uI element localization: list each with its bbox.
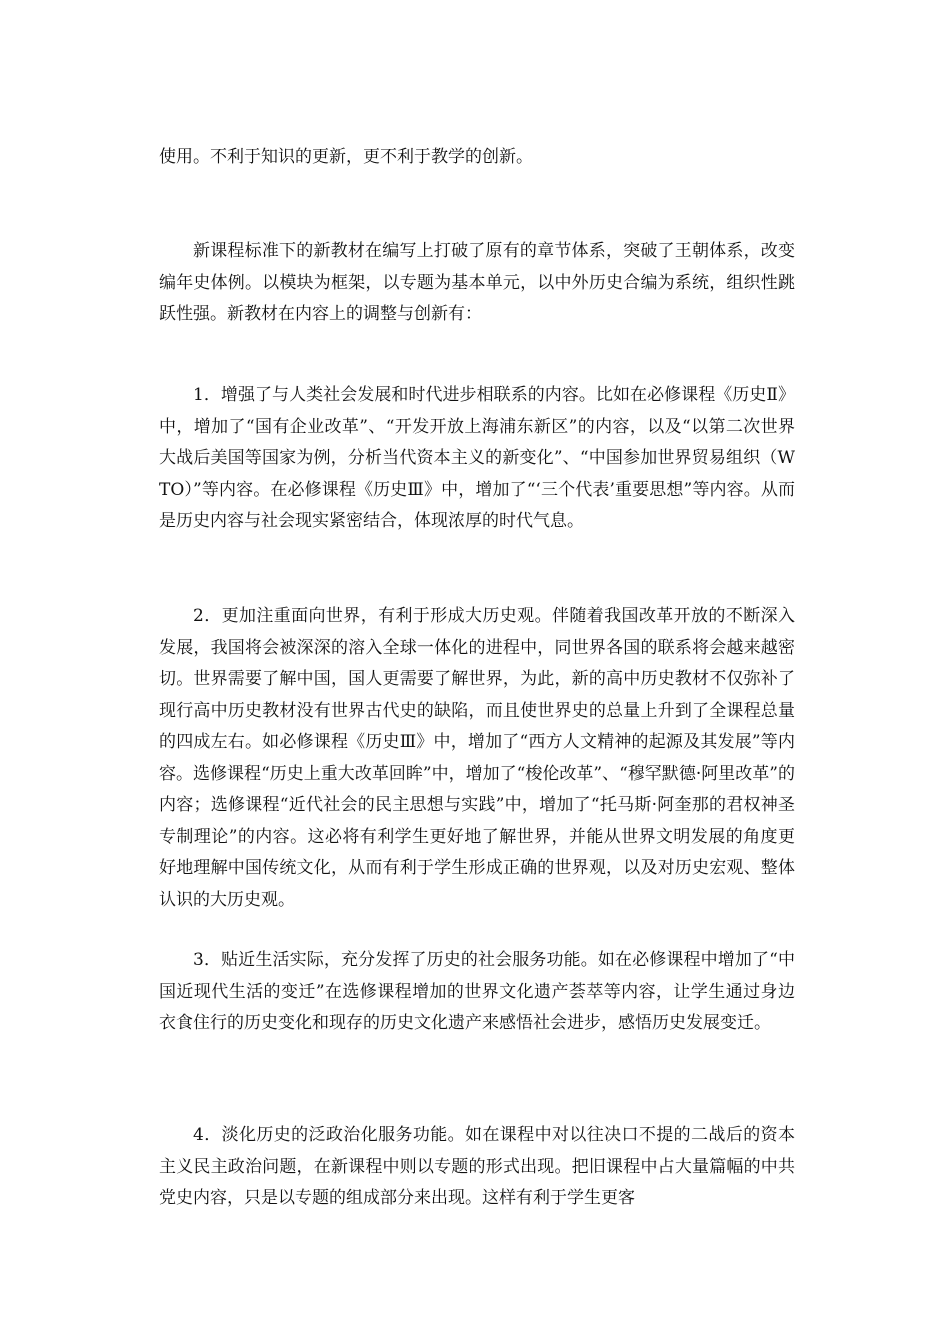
paragraph-point-4: 4．淡化历史的泛政治化服务功能。如在课程中对以往决口不提的二战后的资本主义民主政治问题，在新课程中则以专题的形式出现。把旧课程中占大量篇幅的中共党史内容，只是以专题的组成部分来出现。这样有利于学生更客 <box>159 1125 795 1208</box>
paragraph-point-1: 1．增强了与人类社会发展和时代进步相联系的内容。比如在必修课程《历史Ⅱ》中，增加了“国有企业改革”、“开发开放上海浦东新区”的内容，以及“以第二次世界大战后美国等国家为例，分析当代资本主义的新变化”、“中国参加世界贸易组织（WTO）”等内容。在必修课程《历史Ⅲ》中，增加了“‘三个代表’重要思想”等内容。从而是历史内容与社会现实紧密结合，体现浓厚的时代气息。 <box>159 385 795 531</box>
paragraph-point-3: 3．贴近生活实际，充分发挥了历史的社会服务功能。如在必修课程中增加了“中国近现代生活的变迁”在选修课程增加的世界文化遗产荟萃等内容，让学生通过身边衣食住行的历史变化和现存的历史文化遗产来感悟社会进步，感悟历史发展变迁。 <box>159 950 795 1033</box>
paragraph-point-2: 2．更加注重面向世界，有利于形成大历史观。伴随着我国改革开放的不断深入发展，我国将会被深深的溶入全球一体化的进程中，同世界各国的联系将会越来越密切。世界需要了解中国，国人更需要了解世界，为此，新的高中历史教材不仅弥补了现行高中历史教材没有世界古代史的缺陷，而且使世界史的总量上升到了全课程总量的四成左右。如必修课程《历史Ⅲ》中，增加了“西方人文精神的起源及其发展”等内容。选修课程“历史上重大改革回眸”中，增加了“梭伦改革”、“穆罕默德·阿里改革”的内容；选修课程“近代社会的民主思想与实践”中，增加了“托马斯·阿奎那的君权神圣专制理论”的内容。这必将有利学生更好地了解世界，并能从世界文明发展的角度更好地理解中国传统文化，从而有利于学生形成正确的世界观，以及对历史宏观、整体认识的大历史观。 <box>159 606 795 910</box>
paragraph-new-textbook-intro: 新课程标准下的新教材在编写上打破了原有的章节体系，突破了王朝体系，改变编年史体例。以模块为框架，以专题为基本单元，以中外历史合编为系统，组织性跳跃性强。新教材在内容上的调整与创新有： <box>159 241 795 324</box>
paragraph-continuation: 使用。不利于知识的更新，更不利于教学的创新。 <box>159 147 533 167</box>
